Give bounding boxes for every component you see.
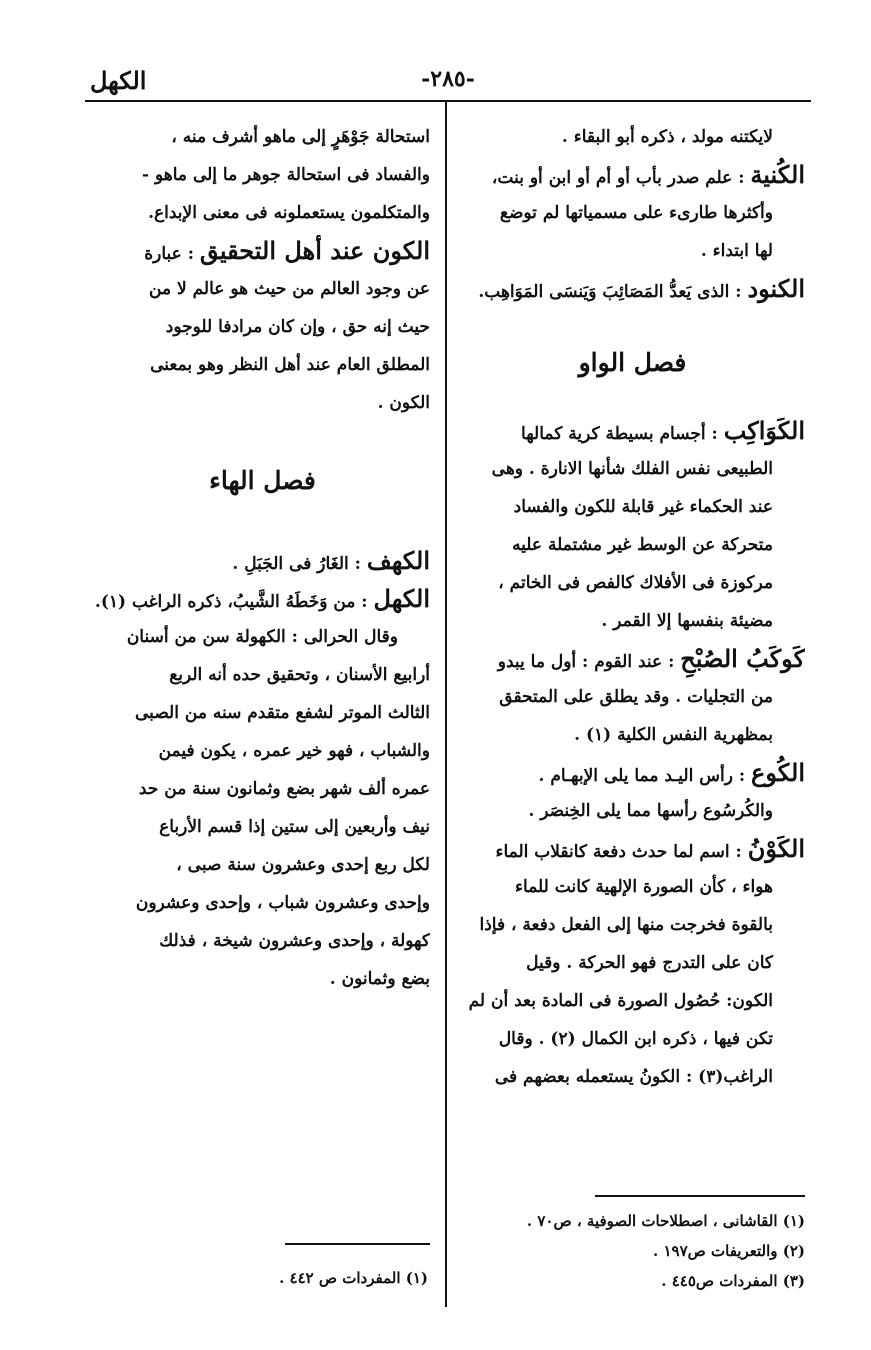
running-head-keyword: الكهل — [90, 66, 147, 95]
headword: الكُوع — [751, 758, 805, 787]
footnote: (١) القاشانى ، اصطلاحات الصوفية ، ص٧٠ . — [526, 1212, 805, 1230]
text-line: بضع وثمانون . — [329, 969, 430, 989]
footnotes-right — [527, 1206, 805, 1296]
text-line: لكل ربع إحدى وعشرون سنة صبى ، — [176, 855, 430, 875]
page-number: -٢٨٥- — [421, 66, 475, 92]
text-line: الكَوْنُ : اسم لما حدث دفعة كانقلاب الماء — [495, 834, 805, 863]
text-line: لايكتنه مولد ، ذكره أبو البقاء . — [561, 127, 773, 147]
text-line: والكُرسُوع رأسها مما يلى الخِنصَر . — [528, 801, 773, 821]
text-line: استحالة جَوْهَرٍ إلى ماهو أشرف منه ، — [171, 127, 430, 147]
left-column — [95, 118, 430, 998]
headword: الكَوْنُ — [747, 834, 805, 863]
text-line: عن وجود العالم من حيث هو عالم لا من — [149, 279, 430, 299]
entry-kunya — [460, 156, 805, 194]
headword: الكهف — [366, 546, 430, 575]
headword: الكَوَاكِب — [723, 416, 805, 445]
text-line: الكُوع : رأس اليـد مما يلى الإبهـام . — [538, 758, 805, 787]
footnote: (٣) المفردات ص٤٤٥ . — [661, 1272, 805, 1290]
text-line: هواء ، كأن الصورة الإلهية كانت للماء — [515, 877, 773, 897]
section-title-waw: فصل الواو — [578, 348, 687, 377]
text-line: مركوزة فى الأفلاك كالفص فى الخاتم ، — [498, 573, 773, 593]
text-line: والشباب ، فهو خير عمره ، يكون فيمن — [158, 741, 430, 761]
headword: الكون عند أهل التحقيق — [199, 236, 430, 265]
text-line: الكون . — [377, 393, 430, 413]
footnote: (١) المفردات ص ٤٤٢ . — [279, 1269, 428, 1287]
headword: الكهل — [373, 584, 430, 613]
text-line: كَوكَبُ الصُبْحِ : عند القوم : أول ما يبدو — [497, 644, 805, 673]
text-line: من التجليات . وقد يطلق على المتحقق — [499, 687, 773, 707]
footnote-rule-right — [595, 1195, 805, 1197]
text-line: الكون: حُصُول الصورة فى المادة بعد أن لم — [468, 991, 773, 1011]
text-line: نيف وأربعين إلى ستين إذا قسم الأرباع — [159, 817, 430, 837]
section-title-ha: فصل الهاء — [209, 466, 316, 495]
text-line: بالقوة فخرجت منها إلى الفعل دفعة ، فإذا — [479, 915, 773, 935]
text-line: : علم صدر بأب أو أم أو ابن أو بنت، — [491, 168, 751, 188]
text-line: الطبيعى نفس الفلك شأنها الانارة . وهى — [491, 459, 773, 479]
text-line: وقال الحرالى : الكهولة سن من أسنان — [126, 627, 398, 647]
text-line: الكنود : الذى يَعدُّ المَصَائِبَ وَيَنسَى المَوَاهِب. — [478, 274, 805, 303]
right-column — [460, 118, 805, 1096]
spacer — [460, 308, 805, 332]
text-line: الكهف : الغَارُ فى الجَبَلِ . — [232, 546, 430, 575]
text-line: متحركة عن الوسط غير مشتملة عليه — [512, 535, 773, 555]
text-line: تكن فيها ، ذكره ابن الكمال (٢) . وقال — [498, 1029, 773, 1049]
page-header — [85, 66, 811, 98]
text-line: بمظهرية النفس الكلية (١) . — [574, 725, 773, 745]
text-line: والمتكلمون يستعملونه فى معنى الإبداع. — [148, 203, 430, 223]
footnotes-left — [279, 1263, 428, 1293]
text-line: الراغب(٣) : الكونُ يستعمله بعضهم فى — [494, 1067, 773, 1087]
text-line: أرابيع الأسنان ، وتحقيق حده أنه الربع — [169, 665, 430, 685]
spacer — [95, 422, 430, 450]
text-line: عند الحكماء غير قابلة للكون والفساد — [513, 497, 773, 517]
text-line: وإحدى وعشرون شباب ، وإحدى وعشرون — [135, 893, 430, 913]
text-line: الكون عند أهل التحقيق : عبارة — [144, 236, 430, 265]
text-line: وأكثرها طارىء على مسمياتها لم توضع — [499, 203, 773, 223]
text-line: المطلق العام عند أهل النظر وهو بمعنى — [150, 355, 430, 375]
text-line: الكهل : من وَخَطَهُ الشَّيبُ، ذكره الراغب (١). — [95, 584, 430, 613]
text-line: والفساد فى استحالة جوهر ما إلى ماهو - — [142, 165, 430, 185]
spacer — [95, 512, 430, 542]
text-line: الثالث الموتر لشفع متقدم سنه من الصبى — [135, 703, 430, 723]
text-line: مضيئة بنفسها إلا القمر . — [601, 611, 773, 631]
headword: كَوكَبُ الصُبْحِ — [680, 644, 805, 673]
footnote: (٢) والتعريفات ص١٩٧ . — [653, 1242, 805, 1260]
text-line: عمره ألف شهر بضع وثمانون سنة من حد — [138, 779, 430, 799]
header-rule — [85, 100, 811, 102]
column-divider — [445, 102, 447, 1307]
text-line: الكَوَاكِب : أجسام بسيطة كرية كمالها — [521, 416, 805, 445]
text-line: كهولة ، وإحدى وعشرون شيخة ، فذلك — [159, 931, 430, 951]
footnote-rule-left — [285, 1243, 430, 1245]
text-line: كان على التدرج فهو الحركة . وقيل — [526, 953, 773, 973]
text-line: لها ابتداء . — [700, 241, 773, 261]
text-line: حيث إنه حق ، وإن كان مرادفا للوجود — [165, 317, 430, 337]
headword: الكنود — [747, 274, 805, 303]
headword-kunya: الكُنية — [750, 160, 805, 189]
spacer — [460, 394, 805, 412]
